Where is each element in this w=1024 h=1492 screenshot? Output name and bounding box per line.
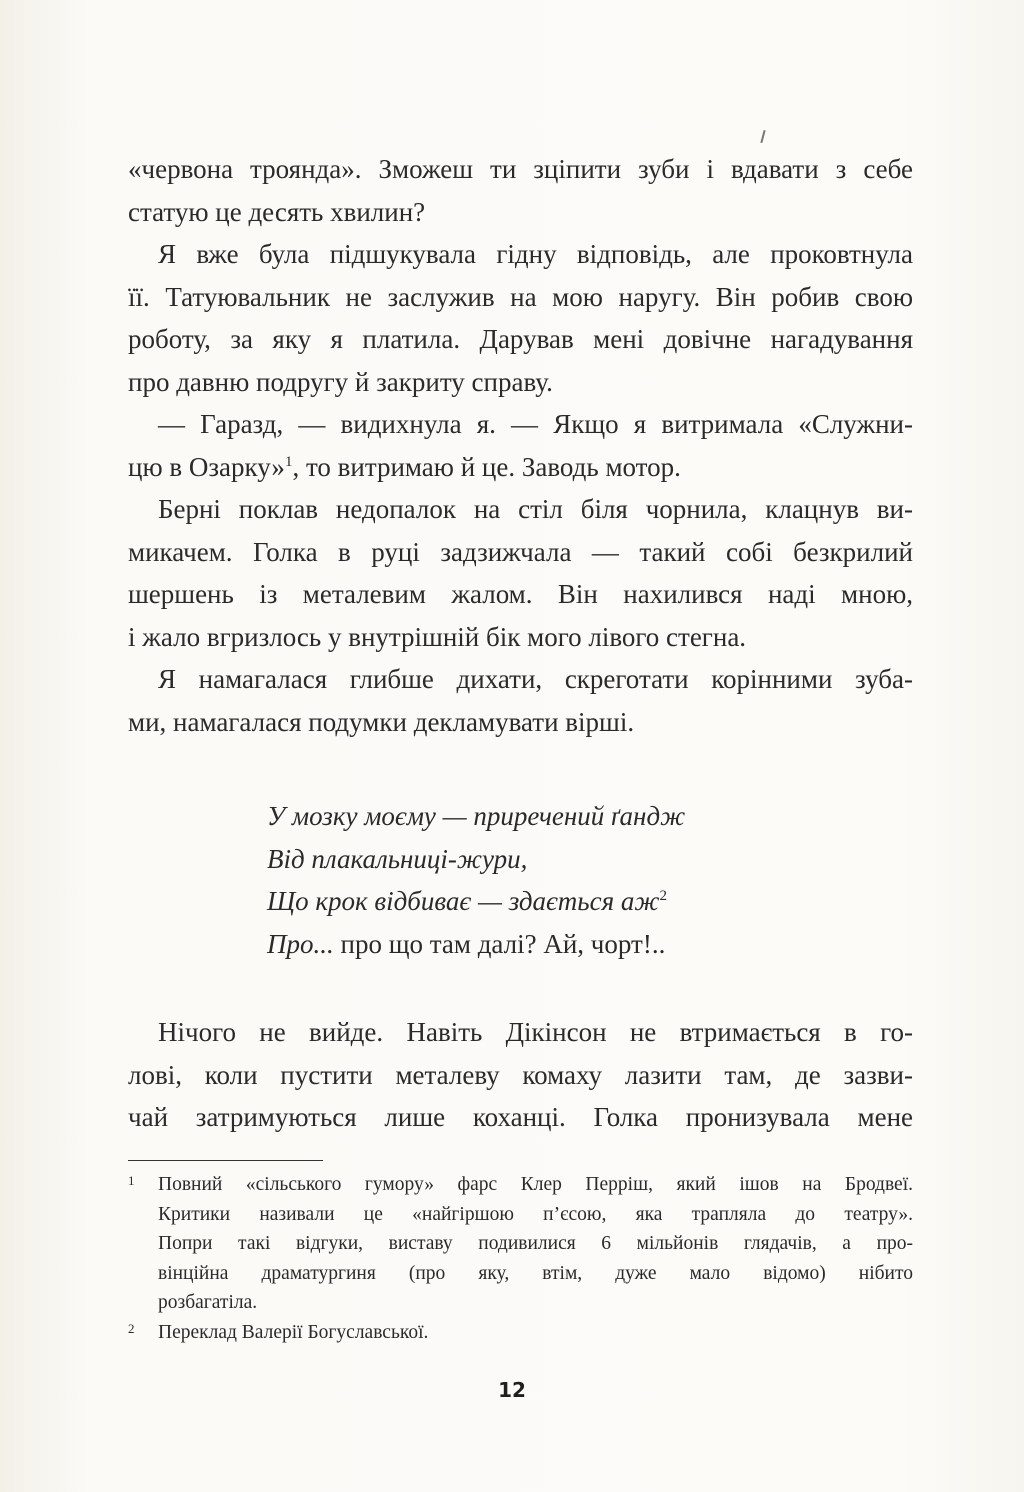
text-line: про давню подругу й закриту справу. (128, 366, 553, 397)
paragraph-1 (128, 148, 913, 233)
footnote-line: розбагатіла. (158, 1292, 258, 1313)
text-line: її. Татуювальник не заслужив на мою наругу. Він робив свою (128, 281, 913, 312)
text-line: микачем. Голка в руці задзижчала — такий собі безкрилий (128, 536, 913, 567)
poem-line (267, 795, 685, 838)
poem-text: У мозку моєму — приречений ґандж (267, 801, 686, 831)
footnote-marker: 1 (128, 1173, 135, 1188)
footnote-marker: 2 (128, 1320, 135, 1336)
paragraph-2 (128, 233, 913, 403)
text-line: роботу, за яку я платила. Дарував мені довічне нагадування (128, 324, 913, 354)
footnote-divider (128, 1160, 323, 1161)
text-line: статую це десять хвилин? (128, 196, 426, 227)
footnote-1 (128, 1170, 913, 1318)
footnote-ref-2: 2 (659, 888, 667, 904)
poem-line (267, 923, 685, 966)
paragraph-4 (128, 488, 913, 658)
text-line: і жало вгризлось у внутрішній бік мого лівого стегна. (128, 621, 747, 652)
text-fragment: цю в Озарку» (128, 451, 285, 482)
footnote-ref-1: 1 (284, 453, 293, 470)
footnote-line: вінційна драматургиня (про яку, втім, дуже мало відомо) нібито (158, 1262, 913, 1284)
paragraph-3 (128, 403, 913, 488)
poem-text: про що там далі? Ай, чорт!.. (333, 928, 666, 959)
poem-text: Від плакальниці-жури, (267, 843, 528, 874)
text-fragment: , то витримаю й це. Заводь мотор. (292, 451, 681, 482)
poem-text: Про... (267, 928, 334, 959)
footnote-line: Критики називали це «найгіршою п’єсою, яка трапляла до театру». (158, 1203, 913, 1225)
print-speck (760, 130, 765, 143)
text-line: «червона троянда». Зможеш ти зціпити зуби і вдавати з себе (128, 154, 913, 184)
poem-line (267, 838, 685, 881)
paragraph-5 (128, 658, 913, 743)
page-number: 12 (498, 1378, 526, 1402)
poem-line (267, 880, 685, 923)
poem-text: Що крок відбиває — здається аж (267, 886, 660, 916)
footnote-line: Переклад Валерії Богуславської. (158, 1321, 429, 1343)
footnote-line: Повний «сільського гумору» фарс Клер Перріш, який ішов на Бродвеї. (158, 1174, 913, 1195)
paragraph-6 (128, 1011, 913, 1139)
text-line: Я намагалася глибше дихати, скреготати корінними зуба- (158, 664, 913, 694)
text-line: Берні поклав недопалок на стіл біля чорнила, клацнув ви- (158, 494, 913, 524)
text-line: ми, намагалася подумки декламувати вірші. (128, 706, 635, 737)
main-text (128, 148, 913, 743)
text-line: Нічого не вийде. Навіть Дікінсон не втримається в го- (158, 1017, 913, 1047)
footnotes (128, 1170, 913, 1347)
text-line: чай затримуються лише коханці. Голка пронизувала мене (128, 1102, 913, 1132)
poem-quote (267, 795, 685, 965)
text-line: — Гаразд, — видихнула я. — Якщо я витримала «Служни- (158, 409, 913, 439)
footnote-line: Попри такі відгуки, виставу подивилися 6 мільйонів глядачів, а про- (158, 1233, 913, 1254)
text-line (128, 446, 913, 489)
text-line: шершень із металевим жалом. Він нахилився наді мною, (128, 579, 913, 609)
footnote-2 (128, 1318, 913, 1348)
text-line: лові, коли пустити металеву комаху лазити там, де зазви- (128, 1059, 913, 1090)
text-line: Я вже була підшукувала гідну відповідь, але проковтнула (158, 239, 913, 269)
